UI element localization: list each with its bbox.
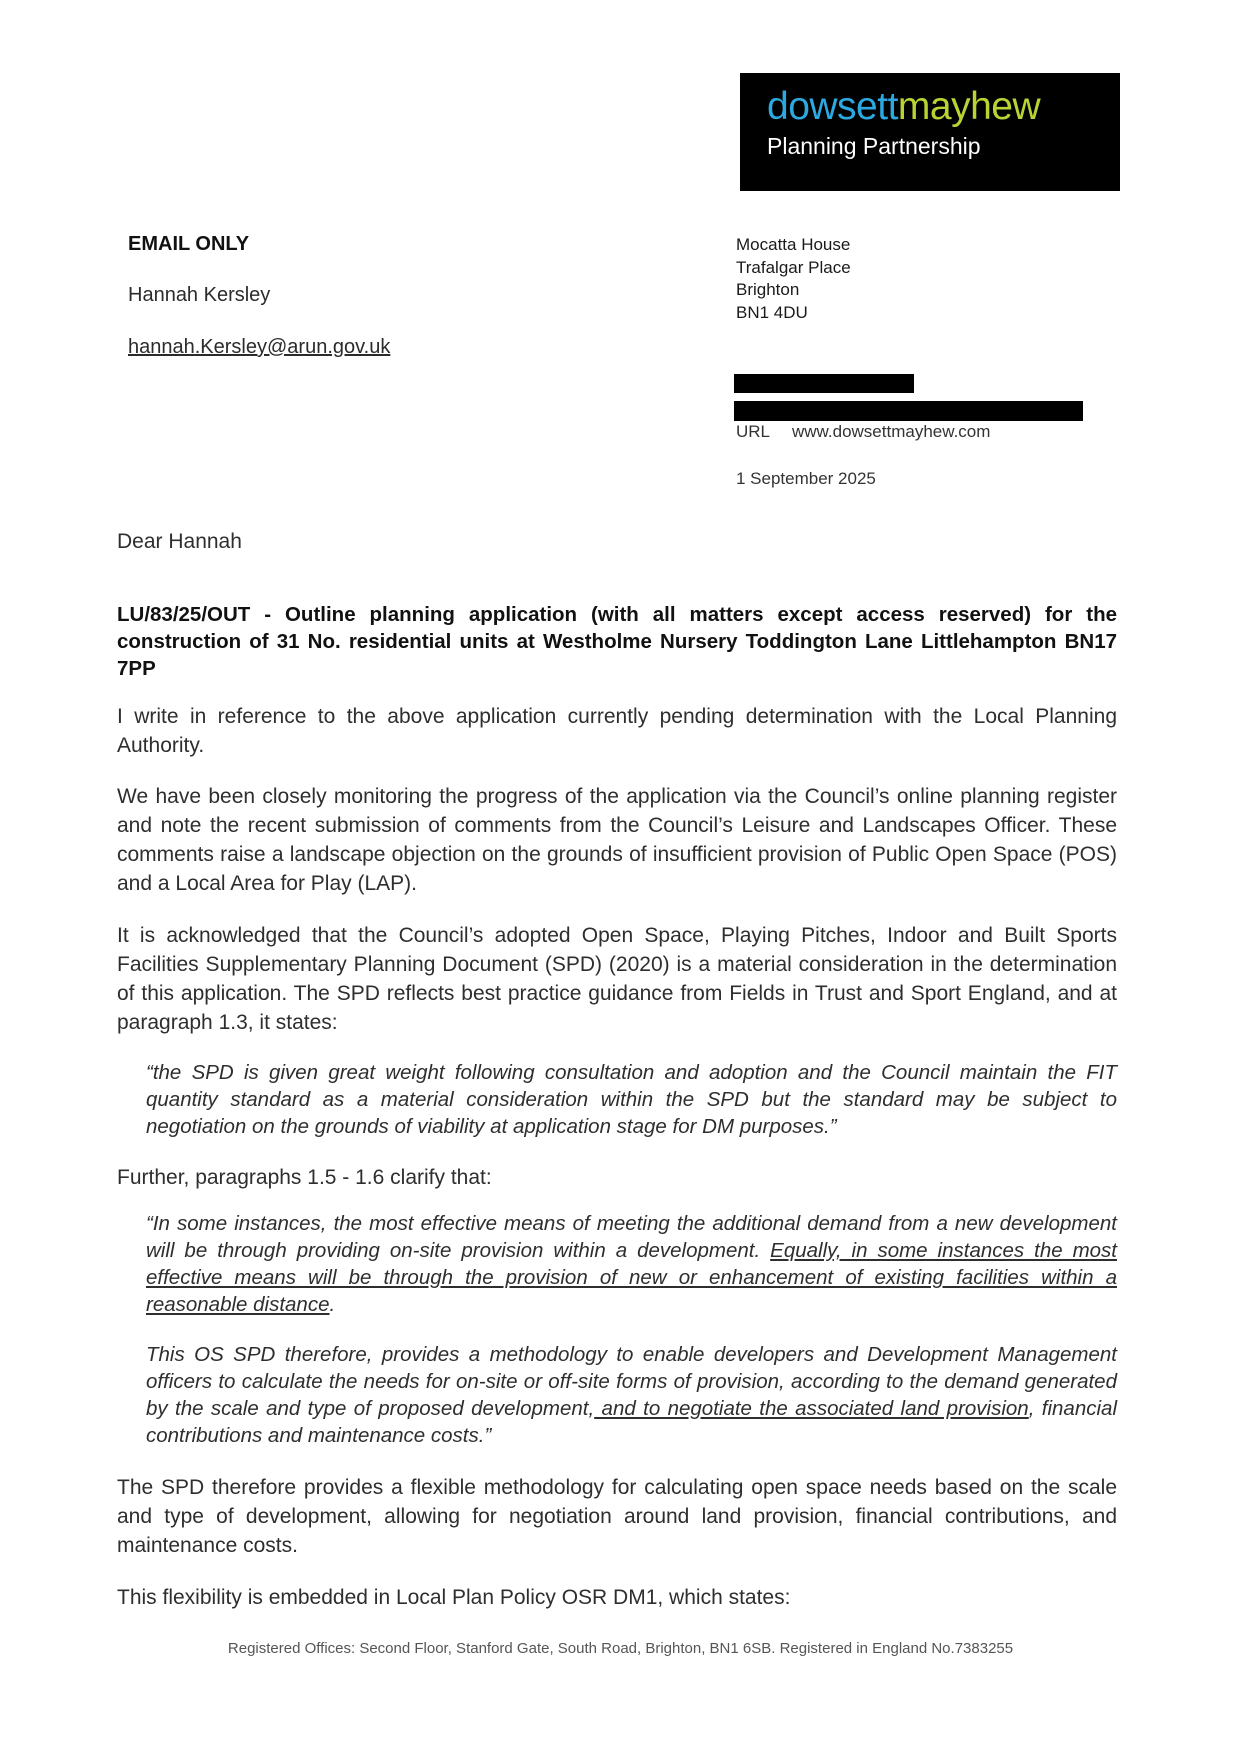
logo-brand-name: dowsettmayhew xyxy=(767,85,1041,128)
paragraph-4: Further, paragraphs 1.5 - 1.6 clarify that: xyxy=(117,1166,492,1189)
paragraph-2: We have been closely monitoring the progress of the application via the Council’s online planning register and note the recent submission of comments from the Council’s Leisure and Landscapes Officer. These comments raise a landscape objection on the grounds of insufficient provision of Public Open Space (POS) and a Local Area for Play (LAP). xyxy=(117,785,1117,895)
quote-1: “the SPD is given great weight following consultation and adoption and the Council maintain the FIT quantity standard as a material consideration within the SPD but the standard may be subject to negotiation on the grounds of viability at application stage for DM purposes.” xyxy=(146,1061,1117,1138)
recipient-email-link[interactable]: hannah.Kersley@arun.gov.uk xyxy=(128,336,391,358)
paragraph-1: I write in reference to the above application currently pending determination with the Local Planning Authority. xyxy=(117,705,1117,757)
address-line: Brighton xyxy=(736,280,800,299)
footer-registered-office: Registered Offices: Second Floor, Stanford Gate, South Road, Brighton, BN1 6SB. Registered in England No.7383255 xyxy=(227,1640,1014,1657)
quote-2: “In some instances, the most effective means of meeting the additional demand from a new development will be through providing on-site provision within a development. Equally, in some instances the most effective means will be through the provision of new or enhancement of existing facilities within a reasonable distance. xyxy=(146,1212,1118,1316)
recipient-name: Hannah Kersley xyxy=(128,284,271,306)
redaction-bar xyxy=(734,401,1083,421)
subject-heading: LU/83/25/OUT - Outline planning application (with all matters except access reserved) for the construction of 31 No. residential units at Westholme Nursery Toddington Lane Littlehampton BN17 7PP xyxy=(117,603,1117,680)
email-only-label: EMAIL ONLY xyxy=(128,233,250,255)
paragraph-3: It is acknowledged that the Council’s adopted Open Space, Playing Pitches, Indoor and Built Sports Facilities Supplementary Planning Document (SPD) (2020) is a material consideration in the determination of this application. The SPD reflects best practice guidance from Fields in Trust and Sport England, and at paragraph 1.3, it states: xyxy=(117,924,1117,1034)
url-label: URL xyxy=(736,422,771,441)
redaction-bar xyxy=(734,374,914,393)
company-logo xyxy=(740,73,1120,191)
salutation: Dear Hannah xyxy=(117,530,242,553)
address-line: Mocatta House xyxy=(736,235,851,254)
paragraph-5: The SPD therefore provides a flexible methodology for calculating open space needs based on the scale and type of development, allowing for negotiation around land provision, financial contributions, and maintenance costs. xyxy=(117,1476,1117,1557)
logo-tagline: Planning Partnership xyxy=(767,133,981,159)
address-line: BN1 4DU xyxy=(736,302,808,322)
url-link[interactable]: www.dowsettmayhew.com xyxy=(792,422,991,441)
letter-date: 1 September 2025 xyxy=(736,469,876,488)
address-line: Trafalgar Place xyxy=(736,257,851,277)
sender-address xyxy=(736,234,851,324)
paragraph-6: This flexibility is embedded in Local Plan Policy OSR DM1, which states: xyxy=(117,1586,791,1609)
sender-url xyxy=(736,422,990,442)
quote-3: This OS SPD therefore, provides a methodology to enable developers and Development Management officers to calculate the needs for on-site or off-site forms of provision, according to the demand generated by the scale and type of proposed development, and to negotiate the associated land provision, financial contributions and maintenance costs.” xyxy=(146,1343,1117,1447)
